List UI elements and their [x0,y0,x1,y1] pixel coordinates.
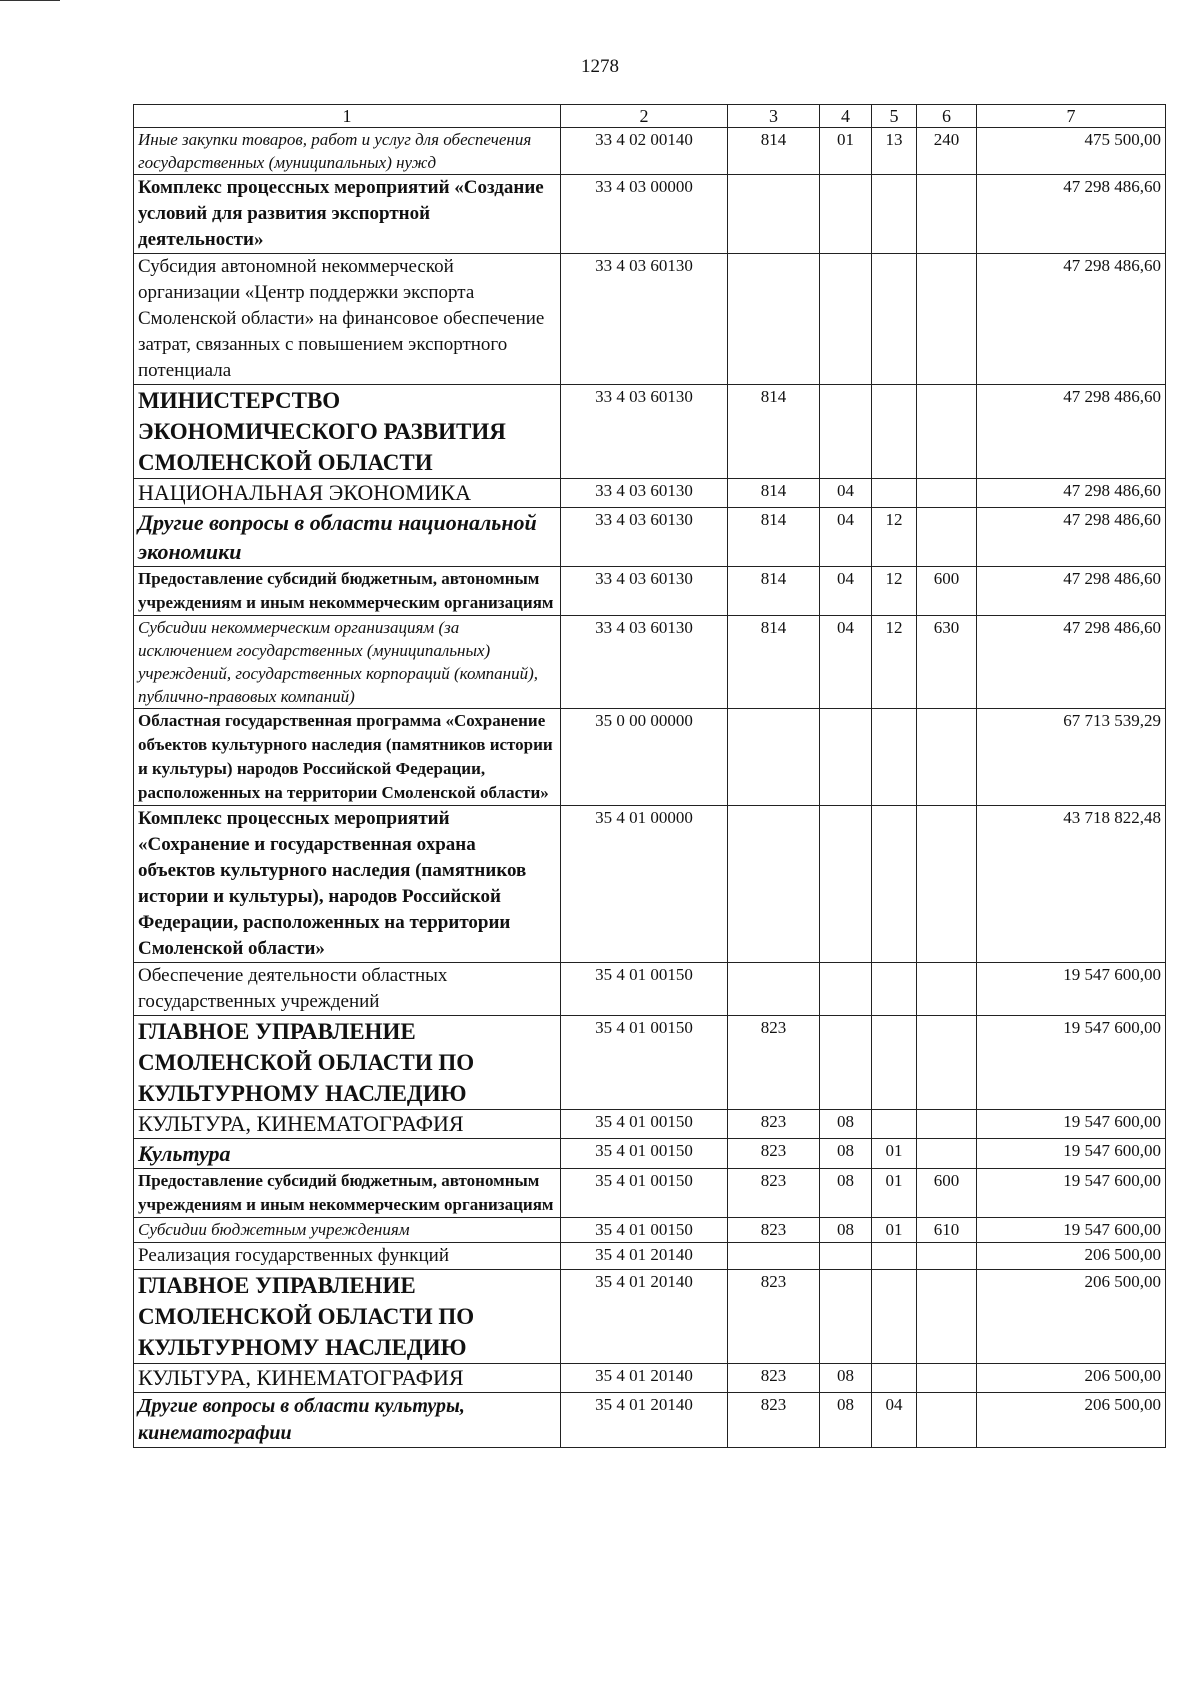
ministry-code [728,806,820,963]
subsection-code [872,1364,917,1393]
table-row [134,508,1166,567]
row-name: Комплекс процессных мероприятий «Сохранение и государственная охрана объектов культурного наследия (памятников истории и культуры), народов Российской Федерации, расположенных на территории Смоленской области» [134,806,561,963]
amount: 47 298 486,60 [977,479,1166,508]
ministry-code: 814 [728,567,820,616]
amount: 47 298 486,60 [977,508,1166,567]
section-code [820,709,872,806]
subsection-code [872,806,917,963]
target-article-code: 33 4 03 60130 [561,254,728,385]
target-article-code: 33 4 03 60130 [561,385,728,479]
section-code: 04 [820,567,872,616]
target-article-code: 35 0 00 00000 [561,709,728,806]
ministry-code [728,254,820,385]
section-code: 04 [820,479,872,508]
column-header: 2 [561,105,728,128]
ministry-code: 823 [728,1110,820,1139]
expense-type-code [917,963,977,1016]
subsection-code [872,709,917,806]
amount: 47 298 486,60 [977,385,1166,479]
section-code [820,1016,872,1110]
target-article-code: 33 4 03 60130 [561,508,728,567]
expense-type-code [917,1243,977,1270]
table-row [134,1139,1166,1169]
table-row [134,1393,1166,1448]
section-code: 08 [820,1393,872,1448]
target-article-code: 35 4 01 00150 [561,1016,728,1110]
row-name: ГЛАВНОЕ УПРАВЛЕНИЕ СМОЛЕНСКОЙ ОБЛАСТИ ПО КУЛЬТУРНОМУ НАСЛЕДИЮ [134,1270,561,1364]
table-row [134,806,1166,963]
row-name: Иные закупки товаров, работ и услуг для обеспечения государственных (муниципальных) нужд [134,128,561,175]
amount: 19 547 600,00 [977,963,1166,1016]
subsection-code: 13 [872,128,917,175]
subsection-code: 01 [872,1169,917,1218]
table-row [134,709,1166,806]
row-name: Культура [134,1139,561,1169]
subsection-code: 01 [872,1139,917,1169]
column-header: 4 [820,105,872,128]
ministry-code: 814 [728,508,820,567]
row-name: Предоставление субсидий бюджетным, автономным учреждениям и иным некоммерческим организациям [134,567,561,616]
expense-type-code [917,1364,977,1393]
target-article-code: 33 4 02 00140 [561,128,728,175]
amount: 206 500,00 [977,1364,1166,1393]
row-name: Обеспечение деятельности областных государственных учреждений [134,963,561,1016]
section-code [820,1243,872,1270]
subsection-code [872,385,917,479]
expense-type-code: 240 [917,128,977,175]
row-name: Предоставление субсидий бюджетным, автономным учреждениям и иным некоммерческим организациям [134,1169,561,1218]
section-code [820,254,872,385]
amount: 67 713 539,29 [977,709,1166,806]
column-header: 6 [917,105,977,128]
section-code [820,385,872,479]
section-code: 08 [820,1218,872,1243]
section-code [820,1270,872,1364]
expense-type-code: 600 [917,567,977,616]
table-row [134,1218,1166,1243]
ministry-code: 814 [728,385,820,479]
target-article-code: 35 4 01 20140 [561,1243,728,1270]
target-article-code: 33 4 03 60130 [561,616,728,709]
row-name: Областная государственная программа «Сохранение объектов культурного наследия (памятников истории и культуры) народов Российской Федерации, расположенных на территории Смоленской области» [134,709,561,806]
ministry-code: 823 [728,1139,820,1169]
table-row [134,479,1166,508]
row-name: Другие вопросы в области культуры, кинематографии [134,1393,561,1448]
subsection-code [872,479,917,508]
target-article-code: 33 4 03 60130 [561,479,728,508]
ministry-code [728,709,820,806]
budget-table [133,104,1166,1448]
amount: 43 718 822,48 [977,806,1166,963]
section-code [820,963,872,1016]
table-row [134,1169,1166,1218]
ministry-code: 823 [728,1016,820,1110]
ministry-code: 814 [728,128,820,175]
subsection-code [872,1016,917,1110]
expense-type-code: 610 [917,1218,977,1243]
expense-type-code: 600 [917,1169,977,1218]
subsection-code [872,254,917,385]
subsection-code: 01 [872,1218,917,1243]
column-header: 7 [977,105,1166,128]
expense-type-code [917,175,977,254]
ministry-code [728,963,820,1016]
subsection-code [872,175,917,254]
section-code: 08 [820,1169,872,1218]
table-row [134,567,1166,616]
amount: 19 547 600,00 [977,1110,1166,1139]
row-name: ГЛАВНОЕ УПРАВЛЕНИЕ СМОЛЕНСКОЙ ОБЛАСТИ ПО КУЛЬТУРНОМУ НАСЛЕДИЮ [134,1016,561,1110]
page-number: 1278 [581,56,619,77]
ministry-code: 814 [728,616,820,709]
table-row [134,1364,1166,1393]
ministry-code [728,175,820,254]
column-header: 3 [728,105,820,128]
table-row [134,128,1166,175]
subsection-code [872,1270,917,1364]
table-row [134,1243,1166,1270]
target-article-code: 35 4 01 00150 [561,1139,728,1169]
target-article-code: 35 4 01 20140 [561,1393,728,1448]
row-name: КУЛЬТУРА, КИНЕМАТОГРАФИЯ [134,1110,561,1139]
ministry-code: 823 [728,1364,820,1393]
amount: 19 547 600,00 [977,1218,1166,1243]
expense-type-code [917,709,977,806]
row-name: МИНИСТЕРСТВО ЭКОНОМИЧЕСКОГО РАЗВИТИЯ СМОЛЕНСКОЙ ОБЛАСТИ [134,385,561,479]
expense-type-code [917,479,977,508]
table-header-row [134,105,1166,128]
expense-type-code [917,385,977,479]
row-name: Комплекс процессных мероприятий «Создание условий для развития экспортной деятельности» [134,175,561,254]
amount: 206 500,00 [977,1393,1166,1448]
target-article-code: 35 4 01 00150 [561,1169,728,1218]
row-name: Субсидии бюджетным учреждениям [134,1218,561,1243]
row-name: Другие вопросы в области национальной экономики [134,508,561,567]
expense-type-code [917,1393,977,1448]
table-row [134,254,1166,385]
ministry-code [728,1243,820,1270]
amount: 47 298 486,60 [977,567,1166,616]
target-article-code: 35 4 01 20140 [561,1270,728,1364]
section-code: 04 [820,508,872,567]
expense-type-code: 630 [917,616,977,709]
ministry-code: 823 [728,1270,820,1364]
expense-type-code [917,1110,977,1139]
ministry-code: 823 [728,1169,820,1218]
table-row [134,385,1166,479]
amount: 47 298 486,60 [977,254,1166,385]
row-name: Субсидия автономной некоммерческой организации «Центр поддержки экспорта Смоленской области» на финансовое обеспечение затрат, связанных с повышением экспортного потенциала [134,254,561,385]
amount: 47 298 486,60 [977,175,1166,254]
table-row [134,616,1166,709]
column-header: 5 [872,105,917,128]
target-article-code: 35 4 01 00000 [561,806,728,963]
amount: 475 500,00 [977,128,1166,175]
ministry-code: 823 [728,1218,820,1243]
target-article-code: 35 4 01 00150 [561,1110,728,1139]
row-name: КУЛЬТУРА, КИНЕМАТОГРАФИЯ [134,1364,561,1393]
expense-type-code [917,1270,977,1364]
subsection-code: 12 [872,508,917,567]
subsection-code: 04 [872,1393,917,1448]
ministry-code: 823 [728,1393,820,1448]
expense-type-code [917,508,977,567]
target-article-code: 35 4 01 20140 [561,1364,728,1393]
subsection-code: 12 [872,616,917,709]
table-row [134,1270,1166,1364]
subsection-code: 12 [872,567,917,616]
section-code: 01 [820,128,872,175]
section-code [820,806,872,963]
table-row [134,963,1166,1016]
expense-type-code [917,1139,977,1169]
target-article-code: 33 4 03 60130 [561,567,728,616]
amount: 19 547 600,00 [977,1139,1166,1169]
row-name: Субсидии некоммерческим организациям (за исключением государственных (муниципальных) учреждений, государственных корпораций (компаний), публично-правовых компаний) [134,616,561,709]
ministry-code: 814 [728,479,820,508]
subsection-code [872,963,917,1016]
section-code: 04 [820,616,872,709]
section-code: 08 [820,1364,872,1393]
column-header: 1 [134,105,561,128]
row-name: НАЦИОНАЛЬНАЯ ЭКОНОМИКА [134,479,561,508]
subsection-code [872,1243,917,1270]
target-article-code: 35 4 01 00150 [561,1218,728,1243]
subsection-code [872,1110,917,1139]
target-article-code: 35 4 01 00150 [561,963,728,1016]
amount: 19 547 600,00 [977,1169,1166,1218]
amount: 19 547 600,00 [977,1016,1166,1110]
expense-type-code [917,806,977,963]
row-name: Реализация государственных функций [134,1243,561,1270]
scan-corner-mark [0,0,60,7]
target-article-code: 33 4 03 00000 [561,175,728,254]
table-row [134,1016,1166,1110]
section-code: 08 [820,1110,872,1139]
expense-type-code [917,254,977,385]
amount: 206 500,00 [977,1243,1166,1270]
section-code [820,175,872,254]
table-row [134,1110,1166,1139]
section-code: 08 [820,1139,872,1169]
expense-type-code [917,1016,977,1110]
table-row [134,175,1166,254]
amount: 206 500,00 [977,1270,1166,1364]
amount: 47 298 486,60 [977,616,1166,709]
